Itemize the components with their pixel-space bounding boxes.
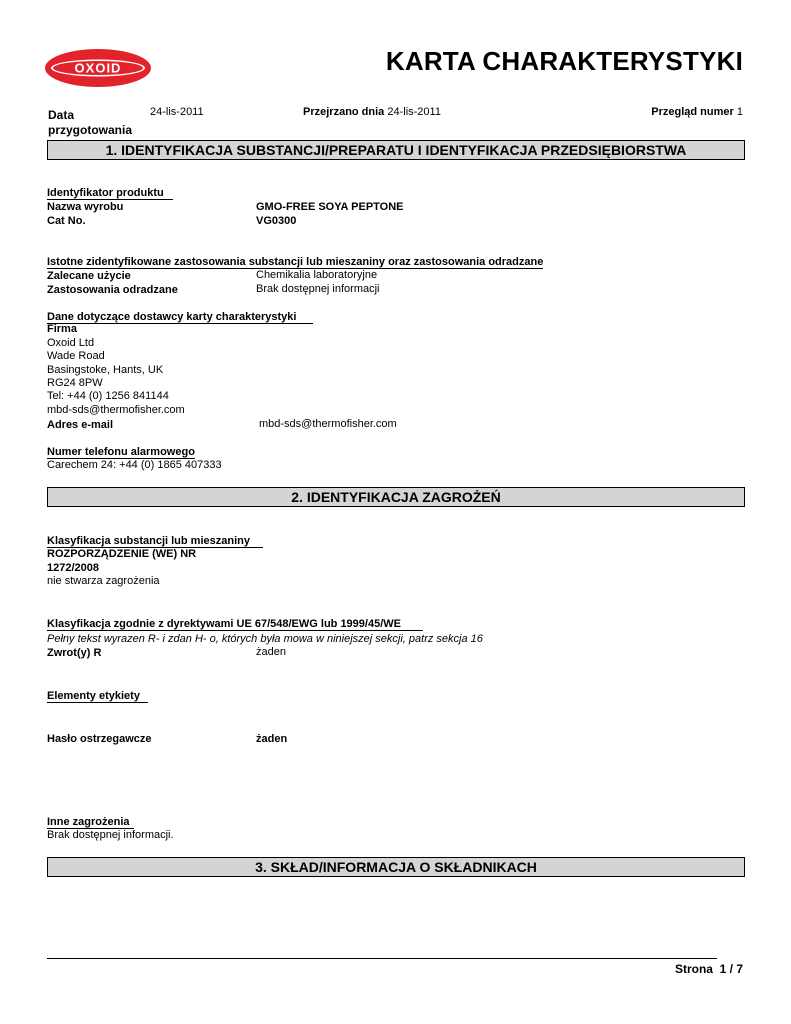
revision-number-label: Przegląd numer [651,106,734,118]
regulation-line-1: ROZPORZĄDZENIE (WE) NR [47,548,197,560]
cat-no-label: Cat No. [47,215,86,227]
email-value: mbd-sds@thermofisher.com [259,418,397,430]
product-name-label: Nazwa wyrobu [47,201,124,213]
revised-date [303,106,441,118]
directive-classification-heading: Klasyfikacja zgodnie z dyrektywami UE 67/548/EWG lub 1999/45/WE [47,618,423,631]
recommended-use-value: Chemikalia laboratoryjne [256,269,378,281]
company-address-line: Oxoid Ltd [47,337,95,349]
section-2-header: 2. IDENTYFIKACJA ZAGROŻEŃ [47,487,745,507]
email-label: Adres e-mail [47,419,114,431]
r-phrases-value: żaden [256,646,286,658]
classification-heading: Klasyfikacja substancji lub mieszaniny [47,535,263,548]
emergency-phone-value: Carechem 24: +44 (0) 1865 407333 [47,459,222,471]
logo-text: OXOID [74,60,122,76]
other-hazards-heading: Inne zagrożenia [47,816,134,829]
uses-advised-against-label: Zastosowania odradzane [47,284,178,296]
cat-no-value: VG0300 [256,215,297,227]
revision-number-value: 1 [736,106,743,118]
signal-word-label: Hasło ostrzegawcze [47,733,152,745]
r-phrases-label: Zwrot(y) R [47,647,102,659]
prep-date-value: 24-lis-2011 [150,106,204,118]
document-title: KARTA CHARAKTERYSTYKI [385,46,743,76]
label-elements-heading: Elementy etykiety [47,690,148,703]
revised-date-value: 24-lis-2011 [387,106,441,118]
directive-note: Pełny tekst wyrazen R- i zdan H- o, których była mowa w niniejszej sekcji, patrz sekcja 16 [47,633,483,645]
supplier-details-heading: Dane dotyczące dostawcy karty charakterystyki [47,311,313,324]
prep-date-label: Data przygotowania [48,108,133,137]
section-1-header: 1. IDENTYFIKACJA SUBSTANCJI/PREPARATU I IDENTYFIKACJA PRZEDSIĘBIORSTWA [47,140,745,160]
company-phone: Tel: +44 (0) 1256 841144 [47,390,169,402]
signal-word-value: żaden [256,733,288,745]
page-number [675,962,743,976]
product-identifier-heading: Identyfikator produktu [47,187,173,200]
oxoid-logo-graphic [44,48,152,88]
regulation-value: nie stwarza zagrożenia [47,575,160,587]
relevant-uses-heading: Istotne zidentyfikowane zastosowania substancji lub mieszaniny oraz zastosowania odradzane [47,256,544,268]
emergency-phone-heading: Numer telefonu alarmowego [47,446,195,458]
footer-divider [47,958,717,959]
revision-number [651,106,743,118]
product-name-value: GMO-FREE SOYA PEPTONE [256,201,404,213]
company-email: mbd-sds@thermofisher.com [47,404,185,416]
oxoid-logo [44,48,152,88]
regulation-line-2: 1272/2008 [47,562,99,574]
section-3-header: 3. SKŁAD/INFORMACJA O SKŁADNIKACH [47,857,745,877]
page-value: 1 / 7 [719,962,743,976]
recommended-use-label: Zalecane użycie [47,270,131,282]
company-label: Firma [47,323,77,335]
company-address-line: Wade Road [47,350,105,362]
company-address-line: Basingstoke, Hants, UK [47,364,164,376]
revised-date-label: Przejrzano dnia [303,106,385,118]
other-hazards-value: Brak dostępnej informacji. [47,829,174,841]
company-address-line: RG24 8PW [47,377,103,389]
page-label: Strona [674,962,713,976]
uses-advised-against-value: Brak dostępnej informacji [256,283,380,295]
